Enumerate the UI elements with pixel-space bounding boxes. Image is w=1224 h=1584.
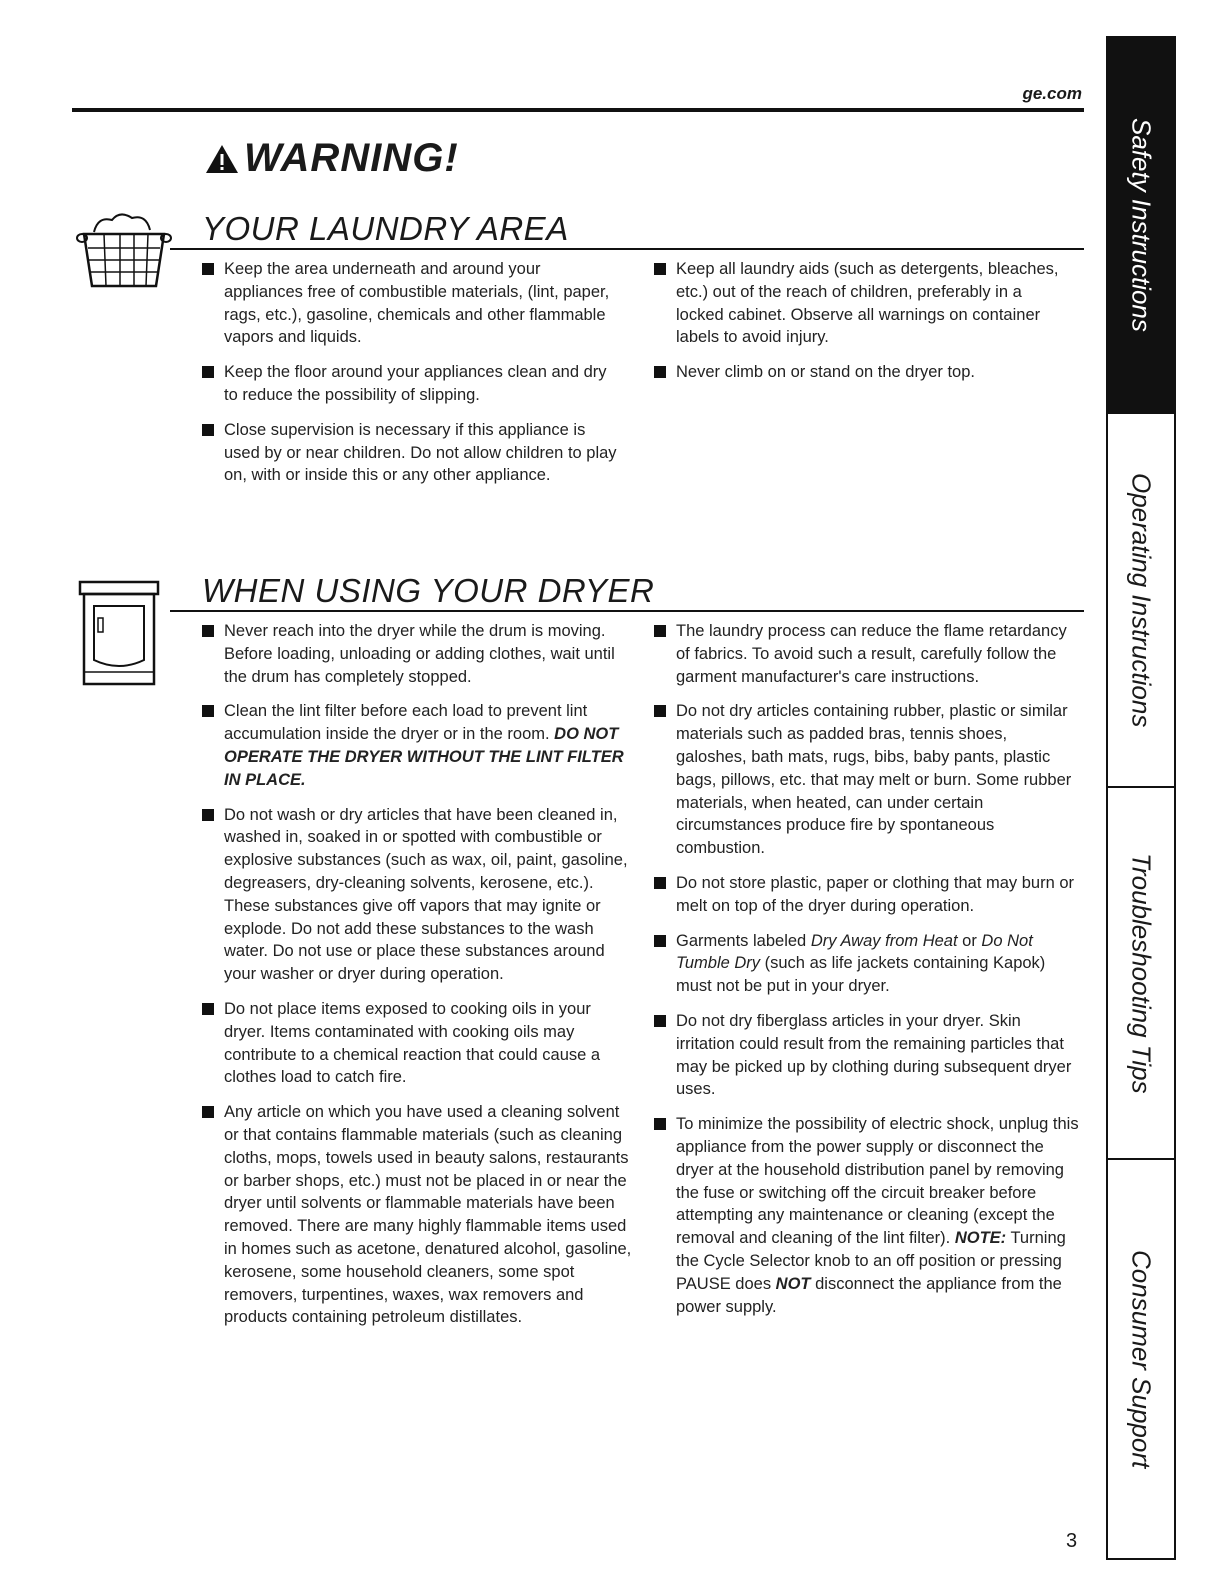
tab-consumer-support[interactable]: [1108, 1158, 1174, 1558]
garment-text-end: (such as life jackets containing Kapok) must not be put in your dryer.: [676, 954, 1046, 996]
note-not: NOT: [775, 1274, 811, 1293]
laundry-left-column: [202, 258, 622, 499]
laundry-section-rule: [170, 248, 1084, 250]
garment-or: or: [962, 931, 977, 950]
list-item: Do not dry fiberglass articles in your dryer. Skin irritation could result from the remaining particles that may be picked up by clothing during subsequent dryer uses.: [654, 1010, 1082, 1101]
label-dry-away: Dry Away from Heat: [810, 931, 958, 950]
tab-label: Consumer Support: [1126, 1249, 1157, 1469]
dryer-left-column: [202, 620, 632, 1341]
list-item: The laundry process can reduce the flame retardancy of fabrics. To avoid such a result, carefully follow the garment manufacturer's care instructions.: [654, 620, 1082, 688]
list-item: [654, 1113, 1082, 1318]
list-item: Do not store plastic, paper or clothing that may burn or melt on top of the dryer during operation.: [654, 872, 1082, 918]
tab-label: Troubleshooting Tips: [1126, 852, 1157, 1094]
list-item: Close supervision is necessary if this appliance is used by or near children. Do not allow children to play on, with or inside this or any other appliance.: [202, 419, 622, 487]
section-tabs: [1106, 36, 1176, 1560]
list-item: Do not wash or dry articles that have been cleaned in, washed in, soaked in or spotted with combustible or explosive substances (such as wax, oil, paint, gasoline, degreasers, dry-cleaning solvents, kerosene, etc.). These substances give off vapors that may ignite or explode. Do not add these substances to the wash water. Do not use or place these substances around your washer or dryer during operation.: [202, 804, 632, 986]
tab-safety-instructions[interactable]: [1108, 38, 1174, 412]
garment-text: Garments labeled: [676, 931, 807, 950]
dryer-icon: [78, 580, 160, 686]
dryer-section-title: WHEN USING YOUR DRYER: [202, 572, 655, 609]
dryer-section-rule: [170, 610, 1084, 612]
list-item: Keep the area underneath and around your appliances free of combustible materials, (lint, paper, rags, etc.), gasoline, chemicals and other flammable vapors and liquids.: [202, 258, 622, 349]
list-item: Never reach into the dryer while the drum is moving. Before loading, unloading or adding clothes, wait until the drum has completely stopped.: [202, 620, 632, 688]
list-item: Keep all laundry aids (such as detergents, bleaches, etc.) out of the reach of children, preferably in a locked cabinet. Observe all warnings on container labels to avoid injury.: [654, 258, 1074, 349]
list-item: [202, 700, 632, 791]
list-item: Never climb on or stand on the dryer top.: [654, 361, 1074, 384]
lint-filter-text: Clean the lint filter before each load to prevent lint accumulation inside the dryer or in the room.: [224, 702, 588, 744]
header-rule: [72, 108, 1084, 112]
list-item: Any article on which you have used a cleaning solvent or that contains flammable materials (such as cleaning cloths, mops, towels used in beauty salons, restaurants or barber shops, etc.) must not be placed in or near the dryer until solvents or flammable materials have been removed. There are many highly flammable items used in homes such as acetone, denatured alcohol, gasoline, kerosene, some household cleaners, some spot removers, turpentines, waxes, wax removers and products containing petroleum distillates.: [202, 1101, 632, 1329]
tab-label: Safety Instructions: [1126, 118, 1157, 332]
shock-text: To minimize the possibility of electric shock, unplug this appliance from the power supply or disconnect the dryer at the household distribution panel by removing the fuse or switching off the circuit breaker before attempting any maintenance or cleaning (except the removal and cleaning of the lint filter).: [676, 1115, 1079, 1248]
list-item: Do not place items exposed to cooking oils in your dryer. Items contaminated with cooking oils may contribute to a chemical reaction that could cause a clothes load to catch fire.: [202, 998, 632, 1089]
dryer-right-column: [654, 620, 1082, 1330]
warning-text: WARNING!: [244, 136, 459, 180]
label-do-not-tumble: Do Not Tumble Dry: [676, 931, 1033, 973]
note-label: NOTE:: [954, 1229, 1007, 1248]
site-url: ge.com: [1022, 84, 1082, 103]
warning-heading: [204, 136, 459, 181]
lint-filter-warning: DO NOT OPERATE THE DRYER WITHOUT THE LINT FILTER IN PLACE.: [224, 725, 624, 789]
tab-operating-instructions[interactable]: [1108, 412, 1174, 786]
laundry-section-title: YOUR LAUNDRY AREA: [202, 210, 569, 247]
list-item: [654, 930, 1082, 998]
list-item: Do not dry articles containing rubber, plastic or similar materials such as padded bras, tennis shoes, galoshes, bath mats, rugs, bibs, baby pants, plastic bags, pillows, etc. that may melt or burn. Some rubber materials, when heated, can under certain circumstances produce fire by spontaneous combustion.: [654, 700, 1082, 860]
page-number: 3: [1066, 1530, 1078, 1552]
list-item: Keep the floor around your appliances clean and dry to reduce the possibility of slipping.: [202, 361, 622, 407]
note-text: Turning the Cycle Selector knob to an off position or pressing PAUSE does: [676, 1229, 1066, 1293]
laundry-right-column: [654, 258, 1074, 396]
laundry-basket-icon: [76, 208, 172, 290]
tab-label: Operating Instructions: [1126, 472, 1157, 728]
tab-troubleshooting-tips[interactable]: [1108, 786, 1174, 1158]
warning-triangle-icon: [204, 143, 240, 175]
note-text-end: disconnect the appliance from the power supply.: [676, 1274, 1062, 1316]
